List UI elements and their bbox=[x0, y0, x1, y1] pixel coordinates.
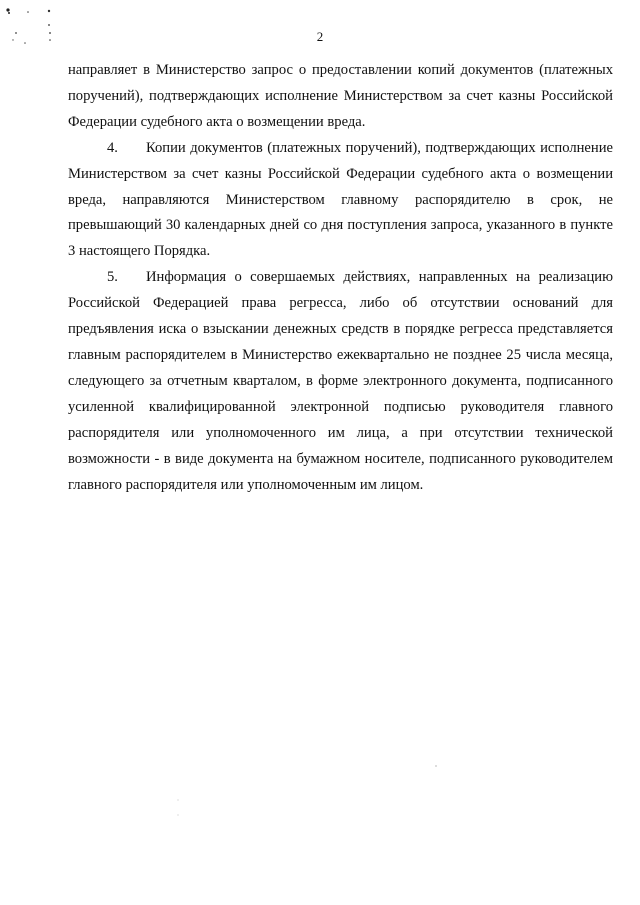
scan-speck bbox=[48, 10, 50, 12]
paragraph-continuation bbox=[68, 58, 613, 136]
document-body bbox=[68, 58, 613, 498]
scan-speck bbox=[435, 765, 436, 766]
paragraph-item-4 bbox=[68, 136, 613, 266]
paragraph-text: Информация о совершаемых действиях, направленных на реализацию Российской Федерацией права регресса, либо об отсутствии оснований для предъявления иска о взыскании денежных средств в порядке регресса представляется главным распорядителем в Министерство ежеквартально не позднее 25 числа месяца, следующего за отчетным кварталом, в форме электронного документа, подписанного усиленной квалифицированной электронной подписью руководителя главного распорядителя или уполномоченного им лица, а при отсутствии технической возможности - в виде документа на бумажном носителе, подписанного руководителем главного распорядителя или уполномоченным им лицом. bbox=[68, 269, 613, 493]
paragraph-text: направляет в Министерство запрос о предоставлении копий документов (платежных поручений), подтверждающих исполнение Министерством за счет казны Российской Федерации судебного акта о возмещении вреда. bbox=[68, 62, 613, 130]
scan-speck bbox=[27, 11, 29, 13]
page-number: 2 bbox=[316, 29, 324, 44]
scan-speck bbox=[178, 800, 179, 801]
scan-speck bbox=[48, 24, 50, 26]
paragraph-number: 4. bbox=[107, 139, 118, 156]
paragraph-item-5 bbox=[68, 265, 613, 498]
scan-speck bbox=[178, 815, 179, 816]
paragraph-number: 5. bbox=[107, 269, 118, 286]
scan-speck bbox=[6, 8, 9, 11]
paragraph-text: Копии документов (платежных поручений), подтверждающих исполнение Министерством за счет казны Российской Федерации судебного акта о возмещении вреда, направляются Министерством главному распорядителю в срок, не превышающий 30 календарных дней со дня поступления запроса, указанного в пункте 3 настоящего Порядка. bbox=[68, 139, 613, 260]
scan-speck bbox=[8, 12, 10, 14]
